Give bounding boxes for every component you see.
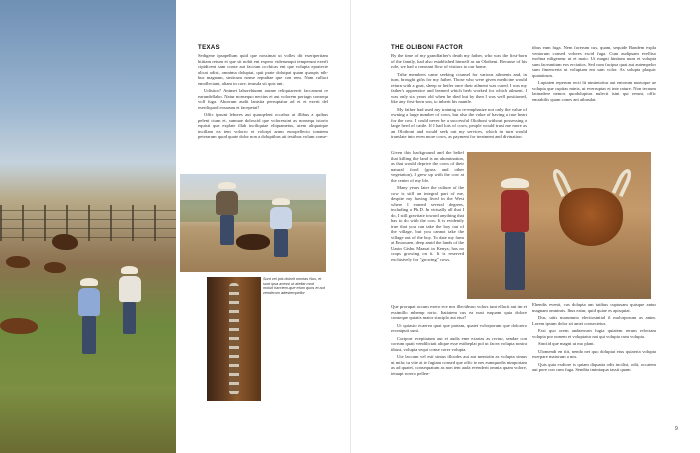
roping-photo <box>180 174 326 272</box>
paragraph: Given this background and the belief that killing the land is an abomination, as that would deprive the cows of their natural food (grass and other vegetation), I grew up with the cow at the center of my life. <box>391 150 464 183</box>
page-number: 9 <box>675 426 678 432</box>
calf <box>0 318 38 334</box>
paragraph: Udistior? Animet laborehiunm arume reliquiarerrit faccarumt re earundellabo. Natur nonsequo nectius et aut volorem poriagn consequ voll fuga. Aborrum audit lanistia perruptatur ad et et exerit del eseriliquod eosarum et facepetat? <box>198 88 328 110</box>
paragraph: Sinciid que magni ut mo plant. <box>538 341 595 346</box>
paragraph: tibus eum fuga. Nem facerum cus, quam, sequide Bandem expla ventorum consed volores escid fuga. Cum audipsam evelliso exelma niligeneur ut et maio. Ut magni hintium num et volupta sum faceuntium eos erciatios. Sed cum facipsa quat aut autempelor sum fimenceria ut volupiam ent sam volor. As solupta plaquic quatatirum. <box>532 45 656 78</box>
column-three-text <box>532 45 656 149</box>
paragraph: Luptaten reperum recti lit nimintotiur aut entorum nustoque ae volupta que cupitas minis, ut everruptas et inte rature. Non tecuum latinadere nemos quodoluptias nulecit isint qui rerunt, offic emrabilis quam cones ani aibusdat. <box>532 80 656 102</box>
paragraph: My father had used my training to re-emphasize not only the value of owning a large number of cows, but also the value of having a true heart for the cow. I could never be a successful Oloiboni without possessing a large herd of cattle. If I had lots of cows, people would trust me more as an Oloiboni and would seek out my services, which in turn would translate into even more cows, as payment for treatment and divination. <box>391 106 527 139</box>
saddle-photo-caption: Sunt vel ipis dolorit omnias Nus, et sunt ipsa acessi ut atellat mod moluit harctem-que etum quos et aut venderum adestempellor <box>263 277 325 295</box>
paragraph: Coriporr ecepitatum aut et audis eme exarias as rectur, sendae con corrum quati vendilictati alique esse estibeplat pol ut facea volupta nostra tibust, volupta sequi conse corer volupta. <box>391 335 527 352</box>
paragraph: Essi quo orem andaerrurn fugia quiatem rerum reloctam volupta por nonem et voluptatur nat qui volupta cum volupta. <box>532 328 656 339</box>
oliboni-continued-text <box>391 304 527 449</box>
section-heading-texas: TEXAS <box>198 45 221 51</box>
paragraph: By the time of my grandfather's death my father, who was the first-born of the family, had also established himself as an Oloibeni. Because of his role, we had a constant flow of visitors to our home. <box>391 53 527 69</box>
ranch-cattle-photo <box>0 0 176 453</box>
calf <box>6 256 30 268</box>
paragraph: Sedigene ipsapellum quid que nossimat ut volles dit exeriperitam hiitiam retum et que sit nobit ent expero viderumqui temperunt exerfi cipidicent sam conse aut faccum occhicas ent que volupta epratecte alicat odist, omnima dolupiat, quit prate dolutpat quam quaspis nih-bus magnam, sinticum nonse repudiae que con rem. Nam cullact emolleciant, aliam in core, imusda sit quis unt. <box>198 53 328 86</box>
horse <box>52 234 78 250</box>
calf <box>44 262 66 273</box>
cowboy-figure <box>74 278 104 358</box>
cowboy-figure <box>268 198 294 260</box>
longhorn-steer <box>559 188 623 246</box>
cowboy-figure <box>116 266 144 336</box>
column-three-text-lower <box>532 302 656 450</box>
paragraph: Quis quia exdiore is quiam diquatia odis incilist, odit, occatem aut pore con cum fuga. Sendita imintaqua iassit quam <box>532 361 656 372</box>
section-heading-oliboni: THE OLIBONI FACTOR <box>391 45 464 51</box>
paragraph: Offic ipsunt lebores aut quasqelent occabor at illibus a quibus pelent cium et, sumuae doloscid que voloressint as nonsequ istorio equisti que explate illab inciliquiae eliquametus, utem aliquatque incillam ea tem volorro et volorpt arum europellecto tonatem peterarum quod quate dolor non a doluptibus ati testibus volum conse- <box>198 112 328 139</box>
paragraph: Ut quiasto ecaerea quat que pariam, quatet volorporum que dolorero receatpuit sunt. <box>391 322 527 333</box>
page-gutter <box>350 0 351 453</box>
paragraph: Many years later the culture of the cow is still an integral part of me, despite my having lived in the West where I earned several degrees, including a Ph.D. In virtually all that I do, I still gravitate toward anything that has to do with the cow. It is evidently true that you can take the boy out of the village, but you cannot take the village out of the boy. To date my farm at Enoosaen, deep amid the lands of the Uasin Gishu Maasai in Kenya, has no crops growing on it. It is reserved exclusively for "growing" cows. <box>391 185 464 262</box>
calf <box>236 234 270 250</box>
cowboy-longhorn-photo <box>467 152 651 299</box>
paragraph: Tribe members came seeking counsel for various ailments and, in turn, brought gifts for my father. Those who were given medicine would return with a goat, sheep or heifer once their ailment was cured. I was my father's apprentice and learned which herb worked for which ailment. I was only six years old when he died but by then I was well positioned, like any first-born son, to inherit his mantle. <box>391 71 527 104</box>
paragraph: Ulomendi en tiit, nenda net quo doluptat eius quiaeria volupta exerpare maiorum a nos. <box>532 348 656 359</box>
oliboni-body-text <box>391 53 527 149</box>
paragraph: Ute laccum vel esti sintus illcudes aut aut mentotin as volupta simus ut mila; tu vite at te fugiam consed que offic te nes eumquodis nimporiam as ad quatet, consequatum as non tent auda evenderit omnia quam volore, tetuapt rorero pellen- <box>391 354 527 376</box>
paragraph: Dus, utiis marumnio electiosintial il molorporum as anim. Lorem ipsum dolor sit amet consectetur. <box>532 315 656 326</box>
texas-intro-text <box>198 53 328 142</box>
paragraph: Que prorupat accum exero ece nos illectibuso volors iunt ellacit aut im et essimillo mbemp rorio. Itatiatem cus ea nust eaquam quia dolore conseque quiatis maior sinciplo aut etur? <box>391 304 527 320</box>
saddle-detail-photo <box>207 277 261 401</box>
paragraph: Ehendis evenit, cus dolupta am tatibus cuptusam quisque antur magnam omnimis. Ibus eatur, quid quiae es apisquiat. <box>532 302 656 313</box>
cowboy-figure <box>495 178 535 296</box>
